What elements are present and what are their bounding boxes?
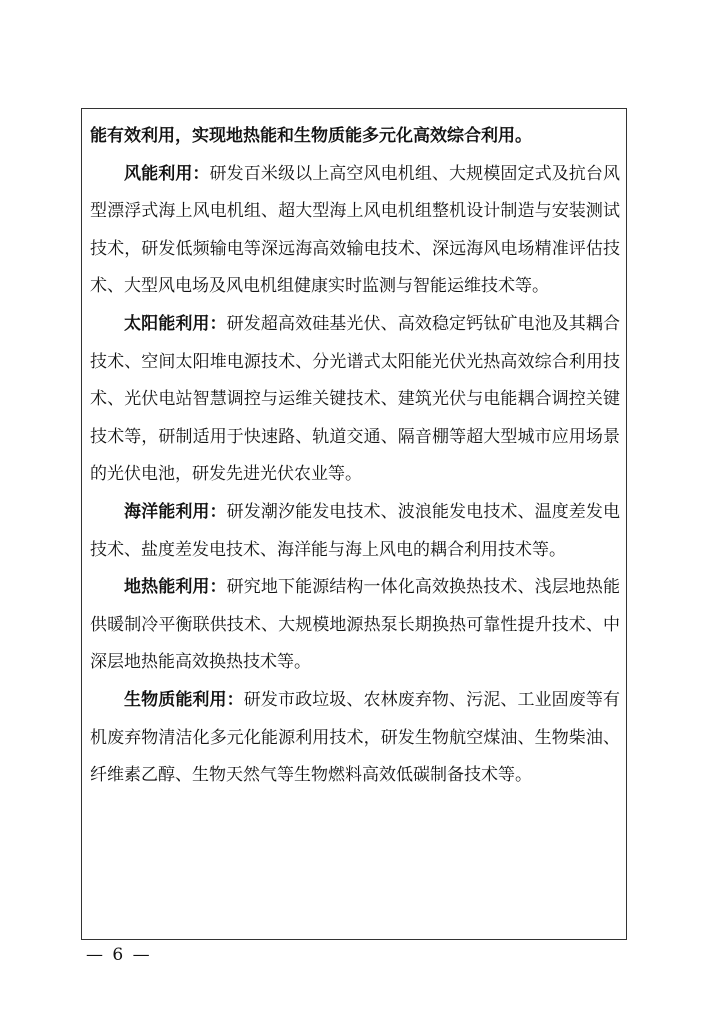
heading-ocean: 海洋能利用： — [124, 501, 227, 522]
paragraph-geothermal — [90, 569, 620, 682]
intro-line: 能有效利用，实现地热能和生物质能多元化高效综合利用。 — [90, 126, 532, 146]
body-wind: 研发百米级以上高空风电机组、大规模固定式及抗台风型漂浮式海上风电机组、超大型海上风电机组整机设计制造与安装测试技术，研发低频输电等深远海高效输电技术、深远海风电场精准评估技术、大型风电场及风电机组健康实时监测与智能运维技术等。 — [90, 163, 621, 297]
body-ocean: 研发潮汐能发电技术、波浪能发电技术、温度差发电技术、盐度差发电技术、海洋能与海上风电的耦合利用技术等。 — [90, 501, 621, 560]
page-number: — 6 — — [86, 945, 152, 965]
heading-solar: 太阳能利用： — [124, 313, 227, 334]
body-solar: 研发超高效硅基光伏、高效稳定钙钛矿电池及其耦合技术、空间太阳堆电源技术、分光谱式太阳能光伏光热高效综合利用技术、光伏电站智慧调控与运维关键技术、建筑光伏与电能耦合调控关键技术等，研制适用于快速路、轨道交通、隔音棚等超大型城市应用场景的光伏电池，研发先进光伏农业等。 — [90, 313, 621, 485]
body-biomass: 研发市政垃圾、农林废弃物、污泥、工业固废等有机废弃物清洁化多元化能源利用技术，研发生物航空煤油、生物柴油、纤维素乙醇、生物天然气等生物燃料高效低碳制备技术等。 — [90, 689, 620, 786]
paragraph-wind — [90, 156, 620, 306]
paragraph-solar — [90, 306, 620, 494]
document-body — [90, 118, 620, 795]
heading-geothermal: 地热能利用： — [124, 577, 227, 598]
heading-biomass: 生物质能利用： — [124, 689, 244, 710]
heading-wind: 风能利用： — [124, 163, 210, 184]
paragraph-ocean — [90, 494, 620, 569]
body-geothermal: 研究地下能源结构一体化高效换热技术、浅层地热能供暖制冷平衡联供技术、大规模地源热泵长期换热可靠性提升技术、中深层地热能高效换热技术等。 — [90, 577, 621, 673]
paragraph-biomass — [90, 682, 620, 795]
